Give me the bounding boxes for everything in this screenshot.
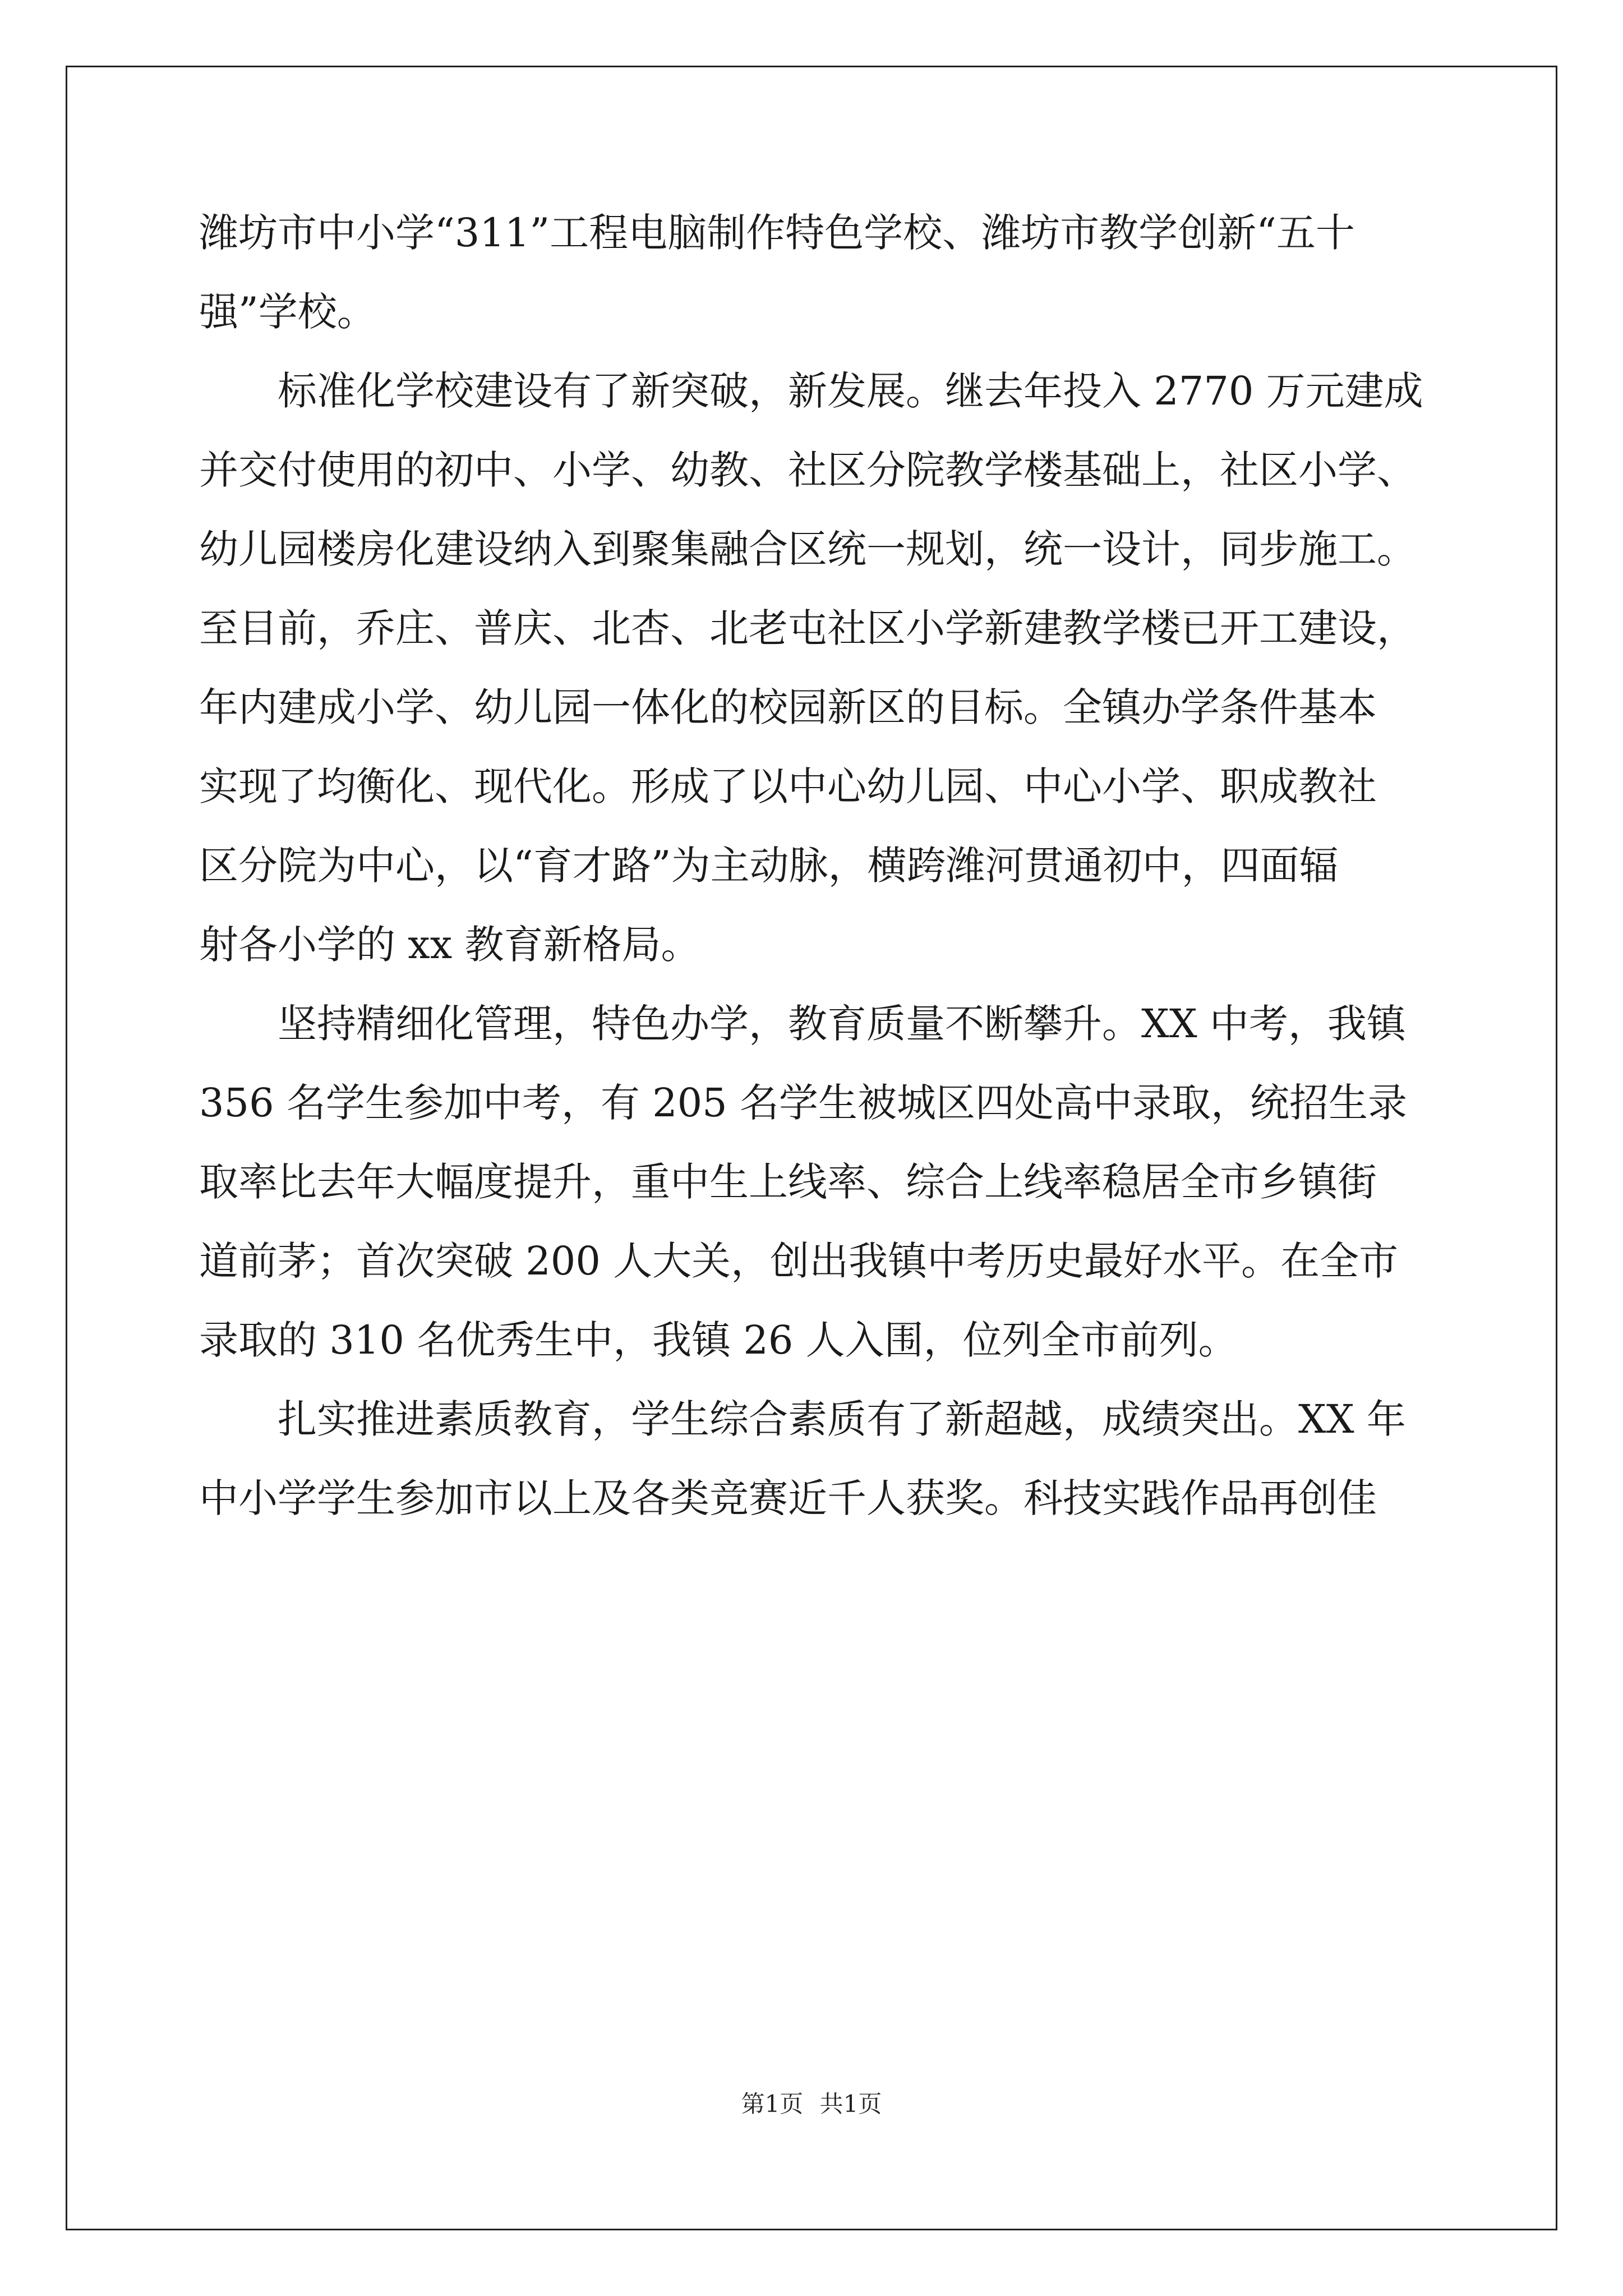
page-total: 共1页 [819,2090,882,2118]
paragraph-3-line-1: 坚持精细化管理，特色办学，教育质量不断攀升。XX 中考，我镇 [278,1001,1406,1047]
document-body [199,194,1433,1538]
paragraph-3-line-2: 356 名学生参加中考，有 205 名学生被城区四处高中录取，统招生录 [199,1080,1407,1126]
paragraph-2-line-4: 至目前，乔庄、普庆、北杏、北老屯社区小学新建教学楼已开工建设， [199,605,1416,651]
page-number: 第1页 [741,2090,804,2118]
page-footer [0,2086,1623,2119]
paragraph-2-line-3: 幼儿园楼房化建设纳入到聚集融合区统一规划，统一设计，同步施工。 [199,526,1416,572]
paragraph-3-line-3: 取率比去年大幅度提升，重中生上线率、综合上线率稳居全市乡镇街 [199,1159,1377,1205]
paragraph-2-line-5: 年内建成小学、幼儿园一体化的校园新区的目标。全镇办学条件基本 [199,684,1377,730]
paragraph-2-line-1: 标准化学校建设有了新突破，新发展。继去年投入 2770 万元建成 [278,368,1423,414]
paragraph-2-line-6: 实现了均衡化、现代化。形成了以中心幼儿园、中心小学、职成教社 [199,763,1377,809]
paragraph-2-line-2: 并交付使用的初中、小学、幼教、社区分院教学楼基础上，社区小学、 [199,447,1416,493]
paragraph-2-line-7: 区分院为中心，以“育才路”为主动脉，横跨潍河贯通初中，四面辐 [199,843,1339,889]
paragraph-1-line-1: 潍坊市中小学“311”工程电脑制作特色学校、潍坊市教学创新“五十 [199,210,1355,256]
paragraph-3-line-5: 录取的 310 名优秀生中，我镇 26 人入围，位列全市前列。 [199,1317,1238,1363]
paragraph-4-line-2: 中小学学生参加市以上及各类竞赛近千人获奖。科技实践作品再创佳 [199,1475,1377,1521]
paragraph-3-line-4: 道前茅；首次突破 200 人大关，创出我镇中考历史最好水平。在全市 [199,1238,1399,1284]
paragraph-2-line-8: 射各小学的 xx 教育新格局。 [199,922,700,968]
paragraph-4-line-1: 扎实推进素质教育，学生综合素质有了新超越，成绩突出。XX 年 [278,1396,1406,1442]
paragraph-1-line-2: 强”学校。 [199,289,376,335]
